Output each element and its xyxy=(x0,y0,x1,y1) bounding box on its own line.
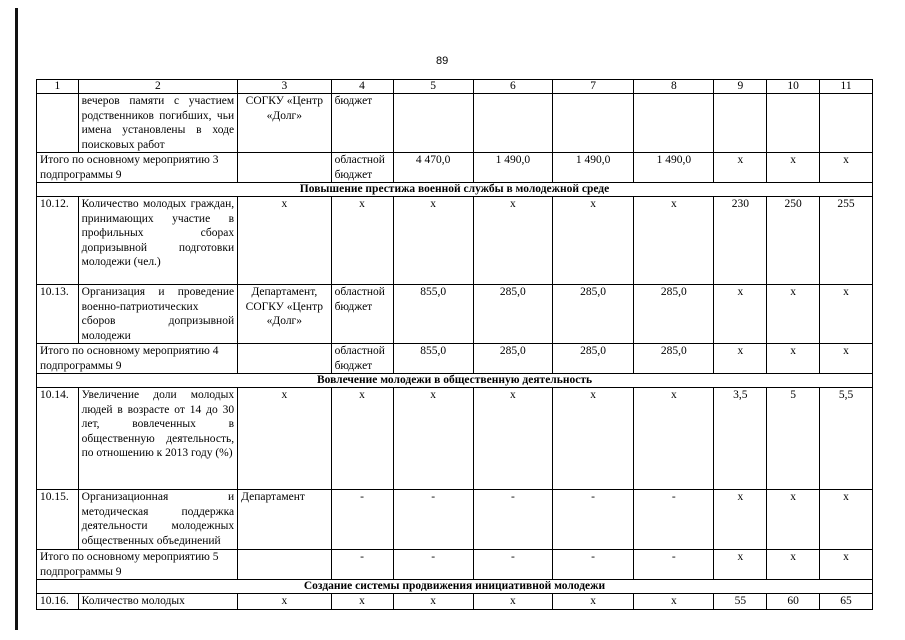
row-value: 5,5 xyxy=(820,388,873,490)
total-row xyxy=(37,344,873,374)
row-value: 855,0 xyxy=(393,285,473,344)
row-value: 5 xyxy=(767,388,820,490)
row-source: - xyxy=(331,550,393,580)
header-cell: 11 xyxy=(820,80,873,94)
row-value: 1 490,0 xyxy=(552,153,633,183)
row-value: х xyxy=(767,285,820,344)
row-number: 10.16. xyxy=(37,594,79,610)
header-cell: 7 xyxy=(552,80,633,94)
row-value: х xyxy=(714,490,767,550)
row-source: бюджет xyxy=(331,94,393,153)
row-value xyxy=(634,94,714,153)
row-value xyxy=(767,94,820,153)
row-number: 10.12. xyxy=(37,197,79,285)
row-description: Количество молодых граждан, принимающих участие в профильных сборах допризывной подготовки молодежи (чел.) xyxy=(78,197,237,285)
header-cell: 9 xyxy=(714,80,767,94)
row-value: х xyxy=(473,388,552,490)
header-cell: 4 xyxy=(331,80,393,94)
row-value: х xyxy=(820,490,873,550)
row-value: х xyxy=(820,550,873,580)
row-value: - xyxy=(552,550,633,580)
row-value: - xyxy=(634,550,714,580)
section-row xyxy=(37,183,873,197)
row-executor: х xyxy=(238,197,331,285)
header-cell: 1 xyxy=(37,80,79,94)
total-label: Итого по основному мероприятию 4 подпрограммы 9 xyxy=(37,344,238,374)
row-value xyxy=(714,94,767,153)
total-label: Итого по основному мероприятию 3 подпрограммы 9 xyxy=(37,153,238,183)
row-source: областной бюджет xyxy=(331,344,393,374)
row-source: областной бюджет xyxy=(331,153,393,183)
row-executor: х xyxy=(238,594,331,610)
row-value: 1 490,0 xyxy=(634,153,714,183)
row-value: х xyxy=(473,594,552,610)
row-value: - xyxy=(393,490,473,550)
row-value: - xyxy=(552,490,633,550)
row-value: х xyxy=(767,550,820,580)
row-number xyxy=(37,94,79,153)
header-cell: 6 xyxy=(473,80,552,94)
row-value xyxy=(473,94,552,153)
row-number: 10.14. xyxy=(37,388,79,490)
total-row xyxy=(37,153,873,183)
table-row xyxy=(37,388,873,490)
row-value: 855,0 xyxy=(393,344,473,374)
header-cell: 8 xyxy=(634,80,714,94)
section-row xyxy=(37,580,873,594)
row-value: 60 xyxy=(767,594,820,610)
row-value: 55 xyxy=(714,594,767,610)
header-cell: 2 xyxy=(78,80,237,94)
row-value: х xyxy=(714,550,767,580)
row-value: 3,5 xyxy=(714,388,767,490)
row-value: 230 xyxy=(714,197,767,285)
row-value: х xyxy=(634,197,714,285)
section-row xyxy=(37,374,873,388)
header-cell: 3 xyxy=(238,80,331,94)
row-value: х xyxy=(552,594,633,610)
row-value: 65 xyxy=(820,594,873,610)
row-value: - xyxy=(473,490,552,550)
page-number: 89 xyxy=(436,55,449,67)
row-description: Увеличение доли молодых людей в возрасте от 14 до 30 лет, вовлеченных в общественную деятельность, по отношению к 2013 году (%) xyxy=(78,388,237,490)
row-value: 255 xyxy=(820,197,873,285)
header-cell: 5 xyxy=(393,80,473,94)
total-row xyxy=(37,550,873,580)
table-row xyxy=(37,594,873,610)
row-description: Организационная и методическая поддержка деятельности молодежных общественных объединений xyxy=(78,490,237,550)
row-source: х xyxy=(331,594,393,610)
row-value: - xyxy=(634,490,714,550)
row-value: 285,0 xyxy=(552,344,633,374)
table-row xyxy=(37,490,873,550)
row-value: х xyxy=(552,197,633,285)
row-value: - xyxy=(473,550,552,580)
row-value xyxy=(552,94,633,153)
row-value: х xyxy=(820,285,873,344)
total-label: Итого по основному мероприятию 5 подпрограммы 9 xyxy=(37,550,238,580)
row-value: 285,0 xyxy=(634,344,714,374)
row-value: х xyxy=(393,388,473,490)
row-source: областной бюджет xyxy=(331,285,393,344)
row-value: - xyxy=(393,550,473,580)
row-value: 285,0 xyxy=(473,344,552,374)
row-executor: Департамент, СОГКУ «Центр «Долг» xyxy=(238,285,331,344)
row-number: 10.13. xyxy=(37,285,79,344)
row-value: 285,0 xyxy=(473,285,552,344)
row-value: х xyxy=(767,153,820,183)
row-value: х xyxy=(714,153,767,183)
section-title: Повышение престижа военной службы в молодежной среде xyxy=(37,183,873,197)
row-description: Организация и проведение военно-патриотических сборов допризывной молодежи xyxy=(78,285,237,344)
section-title: Вовлечение молодежи в общественную деятельность xyxy=(37,374,873,388)
row-source: х xyxy=(331,388,393,490)
table-row xyxy=(37,94,873,153)
row-description: Количество молодых xyxy=(78,594,237,610)
row-value: х xyxy=(552,388,633,490)
row-value: х xyxy=(820,153,873,183)
row-value: 285,0 xyxy=(552,285,633,344)
row-value: х xyxy=(714,285,767,344)
table-row xyxy=(37,197,873,285)
row-value: х xyxy=(473,197,552,285)
row-value: х xyxy=(767,490,820,550)
row-number: 10.15. xyxy=(37,490,79,550)
row-value: х xyxy=(767,344,820,374)
row-executor: СОГКУ «Центр «Долг» xyxy=(238,94,331,153)
row-executor: Департамент xyxy=(238,490,331,550)
row-value: х xyxy=(714,344,767,374)
row-value: 250 xyxy=(767,197,820,285)
section-title: Создание системы продвижения инициативной молодежи xyxy=(37,580,873,594)
row-value: 4 470,0 xyxy=(393,153,473,183)
row-value: х xyxy=(393,594,473,610)
row-value: х xyxy=(634,388,714,490)
header-cell: 10 xyxy=(767,80,820,94)
table-row xyxy=(37,285,873,344)
row-description: вечеров памяти с участием родственников погибших, чьи имена установлены в ходе поисковых работ xyxy=(78,94,237,153)
row-executor: х xyxy=(238,388,331,490)
row-value xyxy=(820,94,873,153)
row-value: х xyxy=(393,197,473,285)
row-value: х xyxy=(634,594,714,610)
left-margin-bar xyxy=(15,8,18,630)
row-source: - xyxy=(331,490,393,550)
row-value: х xyxy=(820,344,873,374)
row-value xyxy=(393,94,473,153)
budget-table xyxy=(36,79,873,610)
header-row xyxy=(37,80,873,94)
row-value: 1 490,0 xyxy=(473,153,552,183)
row-value: 285,0 xyxy=(634,285,714,344)
row-source: х xyxy=(331,197,393,285)
